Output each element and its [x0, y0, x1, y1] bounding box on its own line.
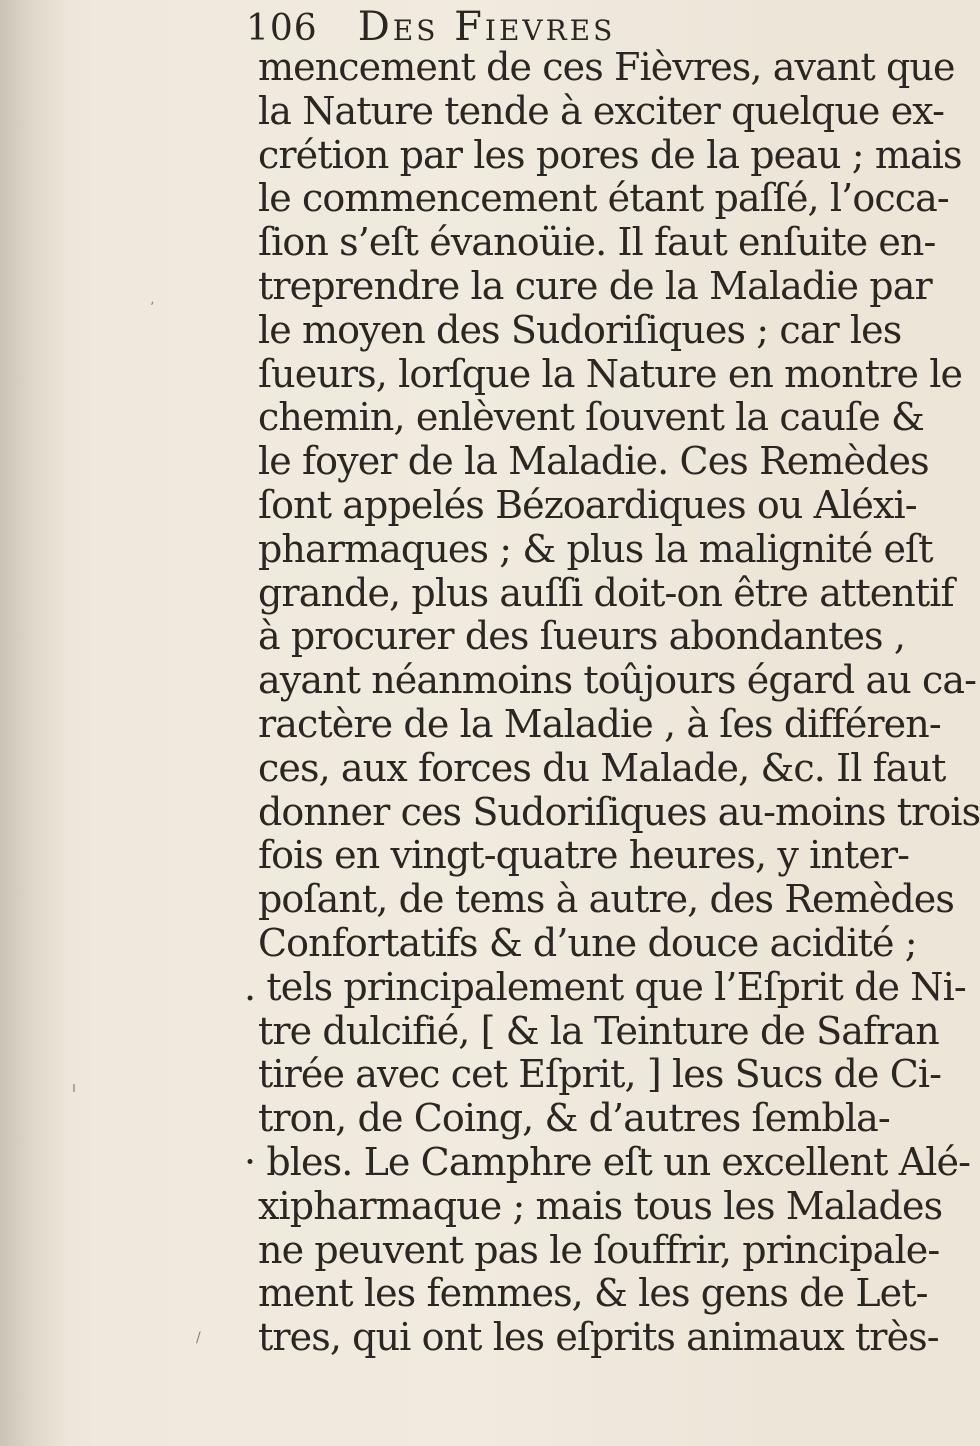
text-line: ment les femmes, & les gens de Let-	[258, 1271, 928, 1316]
text-line: . tels principalement que l’Eſprit de Ni-	[244, 964, 966, 1009]
text-line: poſant, de tems à autre, des Remèdes	[258, 877, 954, 922]
text-line: ayant néanmoins toûjours égard au ca-	[258, 658, 977, 703]
body-text	[244, 45, 980, 1360]
text-line: mencement de ces Fièvres, avant que	[258, 45, 955, 89]
text-line: treprendre la cure de la Maladie par	[258, 263, 932, 308]
text-line: ſueurs, lorſque la Nature en montre le	[258, 351, 963, 396]
text-line: crétion par les pores de la peau ; mais	[258, 132, 962, 177]
running-title: Des Fievres	[357, 4, 616, 50]
text-line: tres, qui ont les eſprits animaux très-	[258, 1315, 939, 1360]
page-number: 106	[246, 8, 318, 49]
text-line: Confortatifs & d’une douce acidité ;	[258, 920, 917, 965]
text-line: chemin, enlèvent ſouvent la cauſe &	[258, 395, 924, 440]
page-gutter-shadow	[0, 0, 70, 1446]
text-line: donner ces Sudoriſiques au-moins trois	[258, 789, 980, 834]
text-line: le foyer de la Maladie. Ces Remèdes	[258, 439, 929, 484]
text-line: ractère de la Maladie , à ſes différen-	[258, 701, 941, 746]
margin-speck: ı	[72, 1080, 76, 1096]
text-line: · bles. Le Camphre eſt un excellent Alé-	[244, 1139, 971, 1184]
running-head	[246, 4, 615, 50]
text-line: tre dulcifié, [ & la Teinture de Safran	[258, 1008, 939, 1053]
text-line: fois en vingt-quatre heures, y inter-	[258, 833, 910, 878]
text-line: la Nature tende à exciter quelque ex-	[258, 88, 945, 133]
margin-speck: ʼ	[150, 300, 155, 316]
text-line: à procurer des ſueurs abondantes ,	[258, 614, 905, 659]
margin-speck: /	[196, 1330, 201, 1346]
text-line: pharmaques ; & plus la malignité eſt	[258, 526, 933, 571]
text-line: le commencement étant paſſé, l’occa-	[258, 176, 949, 221]
text-line: le moyen des Sudoriſiques ; car les	[258, 307, 902, 352]
text-line: ſont appelés Bézoardiques ou Aléxi-	[258, 482, 917, 527]
text-line: grande, plus auſſi doit-on être attentif	[258, 570, 954, 615]
text-line: tirée avec cet Eſprit, ] les Sucs de Ci-	[258, 1052, 942, 1097]
text-line: ſion s’eſt évanoüie. Il faut enſuite en-	[258, 220, 936, 265]
text-line: xipharmaque ; mais tous les Malades	[258, 1183, 943, 1228]
text-line: tron, de Coing, & d’autres ſembla-	[258, 1096, 890, 1141]
text-line: ces, aux forces du Malade, &c. Il faut	[258, 745, 946, 790]
text-line: ne peuvent pas le ſouffrir, principale-	[258, 1227, 940, 1272]
